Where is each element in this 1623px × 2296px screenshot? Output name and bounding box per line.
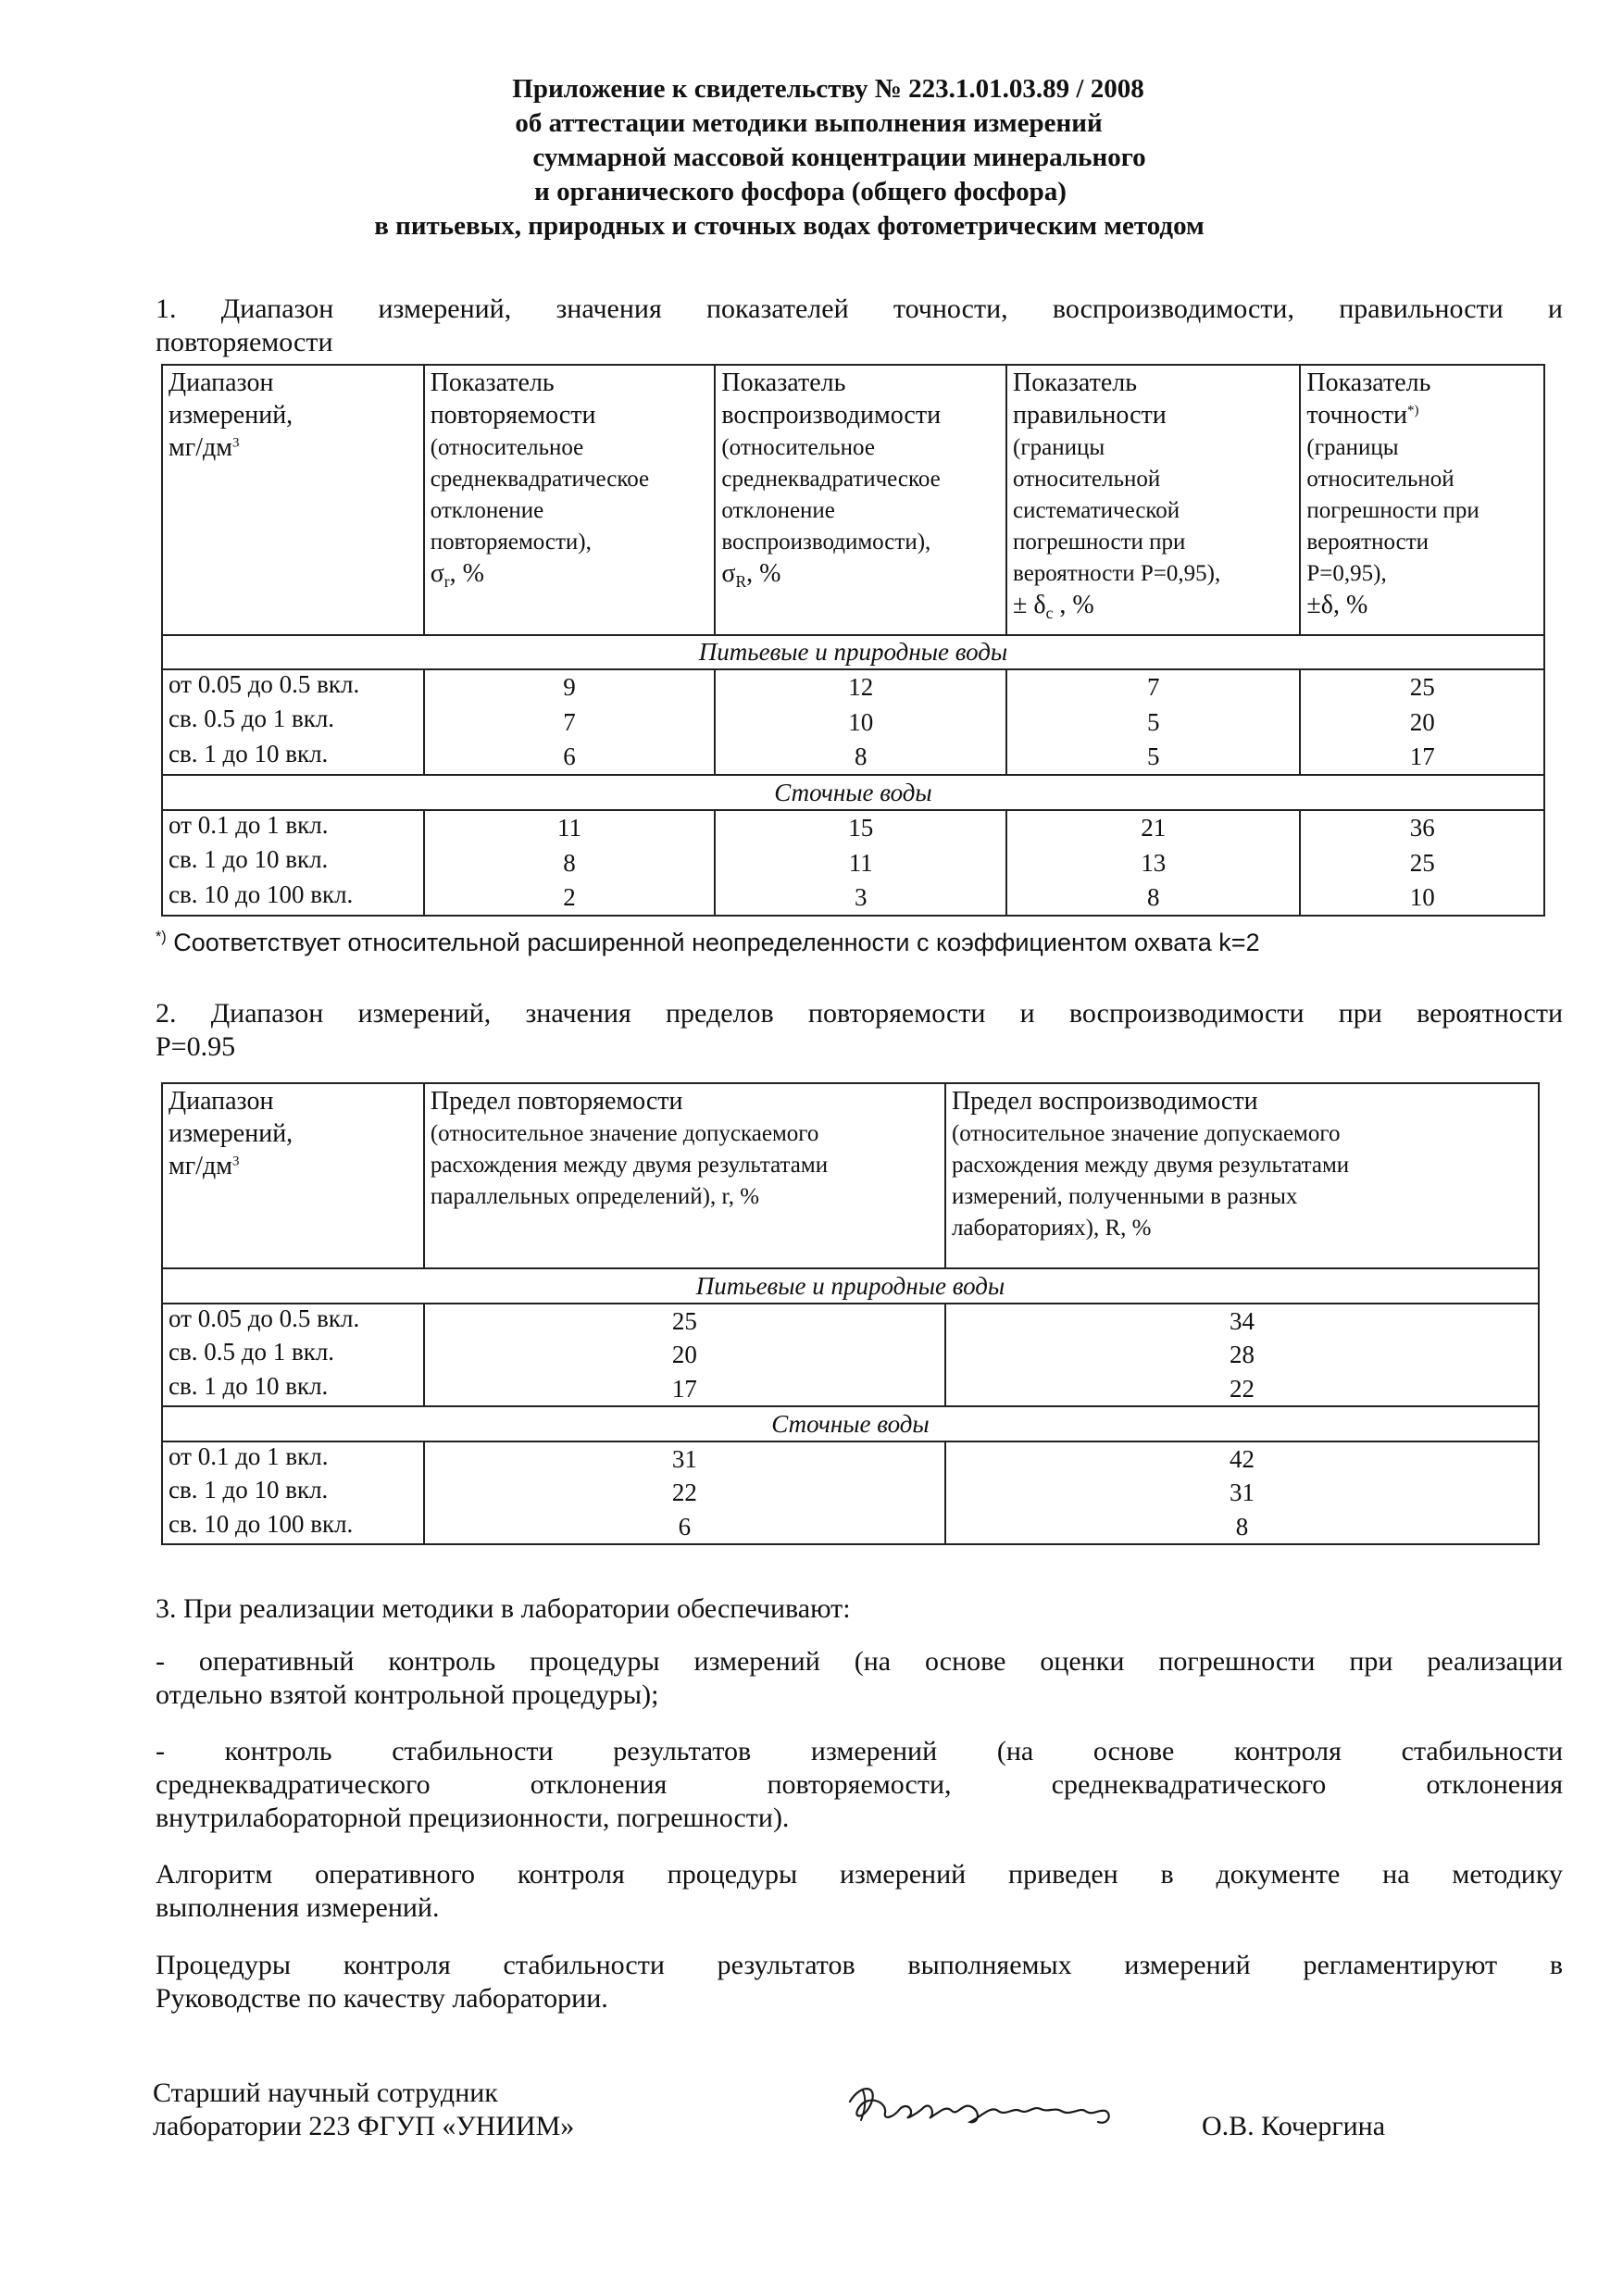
header-accuracy: Показатель точности*) (границы относительной погрешности при вероятности P=0,95), ±δ, % bbox=[1300, 365, 1544, 635]
signatory-name: О.В. Кочергина bbox=[1202, 2111, 1386, 2141]
accuracy-table bbox=[161, 364, 1545, 917]
header-reproducibility-limit: Предел воспроизводимости (относительное значение допускаемого расхождения между двумя результатами измерений, полученными в разных лабораториях), R, % bbox=[945, 1083, 1539, 1268]
algorithm-paragraph: Алгоритм оперативного контроля процедуры измерений приведен в документе на методику выполнения измерений. bbox=[156, 1859, 1563, 1923]
section1-heading: 1. Диапазон измерений, значения показателей точности, воспроизводимости, правильности и повторяемости bbox=[156, 293, 1563, 357]
control-item-2: - контроль стабильности результатов измерений (на основе контроля стабильности среднеквадратического отклонения повторяемости, среднеквадратического отклонения внутрилабораторной прецизионности, погрешности). bbox=[156, 1736, 1563, 1833]
table-row: св. 1 до 10 вкл. 8 11 13 25 bbox=[162, 845, 1544, 880]
header-reproducibility: Показатель воспроизводимости (относительное среднеквадратическое отклонение воспроизводимости), $\sigma_R$, % bbox=[715, 365, 1006, 635]
handwritten-signature bbox=[843, 2074, 1130, 2139]
table-header-row bbox=[162, 365, 1544, 635]
group-label: Питьевые и природные воды bbox=[162, 635, 1544, 669]
signatory-position: Старший научный сотрудник лаборатории 223 ФГУП «УНИИМ» bbox=[153, 2078, 575, 2141]
table-row: св. 1 до 10 вкл. 22 31 bbox=[162, 1476, 1539, 1510]
title-line: Приложение к свидетельству № 223.1.01.03.89 / 2008 bbox=[512, 74, 1144, 104]
title-line: об аттестации методики выполнения измерений bbox=[515, 108, 1103, 138]
group-row bbox=[162, 1268, 1539, 1304]
limits-table bbox=[161, 1082, 1540, 1545]
group-row bbox=[162, 1406, 1539, 1441]
table-row: св. 1 до 10 вкл. 17 22 bbox=[162, 1372, 1539, 1406]
header-repeatability-limit: Предел повторяемости (относительное значение допускаемого расхождения между двумя результатами параллельных определений), r, % bbox=[424, 1083, 945, 1268]
header-range: Диапазон измерений, $мг/дм^3$ bbox=[162, 365, 424, 635]
table-row: от 0.05 до 0.5 вкл. 9 12 7 25 bbox=[162, 669, 1544, 705]
title-line: в питьевых, природных и сточных водах фотометрическим методом bbox=[374, 211, 1205, 241]
table-row: от 0.1 до 1 вкл. 11 15 21 36 bbox=[162, 810, 1544, 845]
table-header-row bbox=[162, 1083, 1539, 1268]
table-row: св. 10 до 100 вкл. 6 8 bbox=[162, 1510, 1539, 1544]
table-row: от 0.05 до 0.5 вкл. 25 34 bbox=[162, 1304, 1539, 1338]
group-label: Сточные воды bbox=[162, 775, 1544, 810]
group-label: Питьевые и природные воды bbox=[162, 1268, 1539, 1304]
group-row bbox=[162, 775, 1544, 810]
section3-heading: 3. При реализации методики в лаборатории обеспечивают: bbox=[156, 1593, 851, 1624]
control-item-1: - оперативный контроль процедуры измерений (на основе оценки погрешности при реализации отдельно взятой контрольной процедуры); bbox=[156, 1646, 1563, 1710]
document-title bbox=[0, 72, 1623, 243]
group-row bbox=[162, 635, 1544, 669]
header-range: Диапазон измерений, $мг/дм^3$ bbox=[162, 1083, 424, 1268]
header-repeatability: Показатель повторяемости (относительное среднеквадратическое отклонение повторяемости), $\sigma_r$, % bbox=[424, 365, 716, 635]
stability-paragraph: Процедуры контроля стабильности результатов выполняемых измерений регламентируют в Руководстве по качеству лаборатории. bbox=[156, 1950, 1563, 2014]
table-row: св. 10 до 100 вкл. 2 3 8 10 bbox=[162, 880, 1544, 916]
title-line: суммарной массовой концентрации минерального bbox=[532, 143, 1146, 172]
footnote: *) Соответствует относительной расширенной неопределенности с коэффициентом охвата k=2 bbox=[156, 929, 1260, 956]
table-row: от 0.1 до 1 вкл. 31 42 bbox=[162, 1441, 1539, 1476]
table-row: св. 0.5 до 1 вкл. 7 10 5 20 bbox=[162, 705, 1544, 740]
title-line: и органического фосфора (общего фосфора) bbox=[534, 177, 1067, 206]
section2-heading: 2. Диапазон измерений, значения пределов повторяемости и воспроизводимости при вероятности P=0.95 bbox=[156, 998, 1563, 1062]
group-label: Сточные воды bbox=[162, 1406, 1539, 1441]
table-row: св. 0.5 до 1 вкл. 20 28 bbox=[162, 1338, 1539, 1372]
table-row: св. 1 до 10 вкл. 6 8 5 17 bbox=[162, 740, 1544, 775]
header-trueness: Показатель правильности (границы относительной систематической погрешности при вероятности P=0,95), ± $\delta_c$ , % bbox=[1006, 365, 1300, 635]
